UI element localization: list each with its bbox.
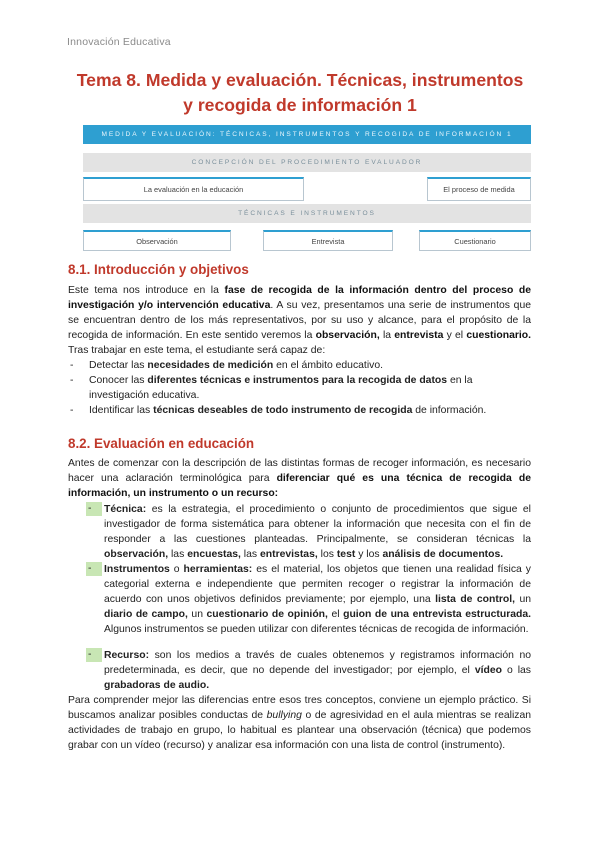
- objectives-list: [68, 358, 531, 418]
- page-title: [60, 68, 540, 118]
- topic-diagram: [83, 125, 531, 251]
- list-item: - Conocer las diferentes técnicas e instrumentos para la recogida de datos en la investigación educativa.: [70, 375, 473, 401]
- section-heading-2: 8.2. Evaluación en educación: [68, 436, 255, 451]
- list-item: - Detectar las necesidades de medición en el ámbito educativo.: [70, 360, 383, 371]
- diagram-top-bar: MEDIDA Y EVALUACIÓN: TÉCNICAS, INSTRUMENTOS Y RECOGIDA DE INFORMACIÓN 1: [83, 125, 531, 144]
- diagram-concepts-bar: CONCEPCIÓN DEL PROCEDIMIENTO EVALUADOR: [83, 153, 531, 172]
- bullet-highlight: -: [86, 502, 102, 516]
- definition-instruments: - Instrumentos o herramientas: es el material, los objetos que tienen una realidad física y categorial externa e independiente que permiten recoger o registrar la información de acuerdo con unos objetivos definidos previamente; por ejemplo, una lista de control, un diario de campo, un cuestionario de opinión, el guion de una entrevista estructurada. Algunos instrumentos se pueden utilizar con diferentes técnicas de recogida de información.: [88, 563, 532, 635]
- example-paragraph: Para comprender mejor las diferencias entre esos tres conceptos, conviene un ejemplo práctico. Si buscamos analizar posibles conductas de bullying o de agresividad en el aula mientras se realizan actividades de trabajo en grupo, lo habitual es plantear una observación (técnica) que podemos grabar con un vídeo (recurso) y analizar esa información con una lista de control (instrumento).: [68, 695, 532, 751]
- terminology-intro: Antes de comenzar con la descripción de las distintas formas de recoger información, es necesario hacer una aclaración terminológica para diferenciar qué es una técnica de recogida de información, un instrumento o un recurso:: [68, 458, 531, 499]
- intro-paragraph: Este tema nos introduce en la fase de recogida de la información dentro del proceso de investigación y/o intervención educativa. A su vez, presentamos una serie de instrumentos que se encuentran dentro de los más representativos, por su uso y alcance, para el propósito de la recogida de información. En este sentido veremos la observación, la entrevista y el cuestionario. Tras trabajar en este tema, el estudiante será capaz de:: [68, 285, 532, 356]
- list-item: - Identificar las técnicas deseables de todo instrumento de recogida de información.: [70, 405, 487, 416]
- bullet-highlight: -: [86, 648, 102, 662]
- bullet-highlight: -: [86, 562, 102, 576]
- diagram-box-evaluation: La evaluación en la educación: [83, 177, 304, 201]
- definition-resource: - Recurso: son los medios a través de cuales obtenemos y registramos información no predeterminada, es decir, que no depende del investigador; por ejemplo, el vídeo o las grabadoras de audio.: [88, 649, 532, 691]
- section-heading-1: 8.1. Introducción y objetivos: [68, 262, 249, 277]
- diagram-box-interview: Entrevista: [263, 230, 393, 251]
- diagram-box-measurement: El proceso de medida: [427, 177, 531, 201]
- running-header: Innovación Educativa: [67, 36, 171, 48]
- title-line-2: y recogida de información 1: [183, 95, 417, 115]
- diagram-box-questionnaire: Cuestionario: [419, 230, 531, 251]
- diagram-box-observation: Observación: [83, 230, 231, 251]
- title-line-1: Tema 8. Medida y evaluación. Técnicas, instrumentos: [76, 70, 524, 90]
- definition-technique: - Técnica: es la estrategia, el procedimiento o conjunto de procedimientos que sigue el investigador de forma sistemática para obtener la información que necesita con el fin de responder a las cuestiones planteadas. Principalmente, se consideran técnicas la observación, las encuestas, las entrevistas, los test y los análisis de documentos.: [88, 503, 531, 560]
- diagram-techniques-bar: TÉCNICAS E INSTRUMENTOS: [83, 204, 531, 223]
